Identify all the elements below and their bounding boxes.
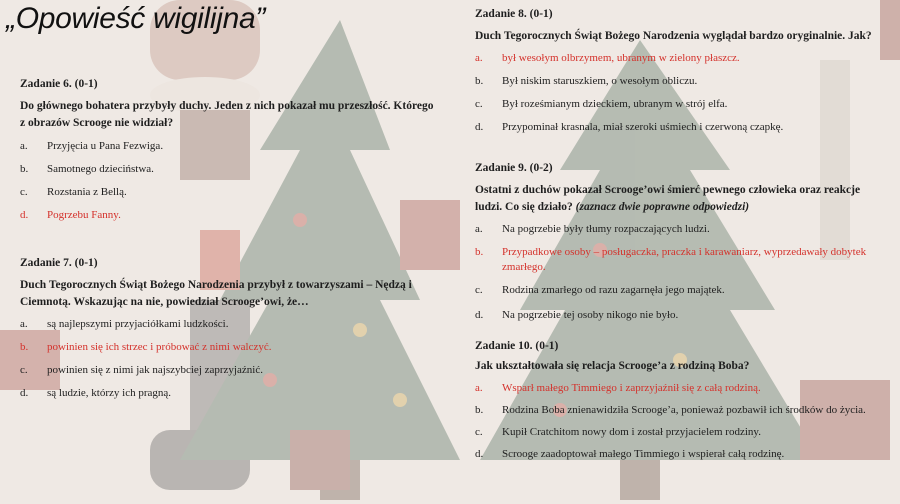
answer-letter: a. xyxy=(475,223,483,235)
answer-letter: a. xyxy=(475,52,483,64)
task-question: Duch Tegorocznych Świąt Bożego Narodzenia wyglądał bardzo oryginalnie. Jak? xyxy=(475,30,872,42)
answer-text: Na pogrzebie tej osoby nikogo nie było. xyxy=(502,309,679,321)
task-label: Zadanie 7. (0-1) xyxy=(20,257,98,269)
answer-list xyxy=(20,139,440,223)
answer-letter: b. xyxy=(475,246,484,258)
task-8 xyxy=(475,8,875,135)
answer-text: Pogrzebu Fanny. xyxy=(47,209,121,221)
answer-list xyxy=(20,317,440,401)
answer-letter: c. xyxy=(475,284,483,296)
answer-letter: d. xyxy=(475,309,484,321)
answer-list xyxy=(475,381,875,462)
task-question: Do głównego bohatera przybyły duchy. Jeden z nich pokazał mu przeszłość. Którego z obrazów Scrooge nie widział? xyxy=(20,100,434,129)
answer-letter: d. xyxy=(475,448,484,460)
task-10 xyxy=(475,340,875,462)
answer-text: Samotnego dzieciństwa. xyxy=(47,163,154,175)
answer-option[interactable] xyxy=(475,403,875,418)
answer-text: Rodzina Boba znienawidziła Scrooge’a, ponieważ pozbawił ich środków do życia. xyxy=(502,404,866,416)
answer-text: był wesołym olbrzymem, ubranym w zielony płaszcz. xyxy=(502,52,740,64)
answer-option[interactable] xyxy=(475,447,875,462)
task-9 xyxy=(475,162,875,323)
answer-text: Był niskim staruszkiem, o wesołym obliczu. xyxy=(502,75,698,87)
answer-text: Scrooge zaadoptował małego Timmiego i wspierał całą rodzinę. xyxy=(502,448,785,460)
answer-text: Przypadkowe osoby – posługaczka, praczka i karawaniarz, wyprzedawały dobytek zmarłego. xyxy=(502,246,867,273)
task-note: (zaznacz dwie poprawne odpowiedzi) xyxy=(575,201,750,213)
answer-text: Na pogrzebie były tłumy rozpaczających ludzi. xyxy=(502,223,710,235)
answer-option[interactable] xyxy=(475,74,875,89)
answer-option[interactable] xyxy=(20,185,440,200)
answer-option-correct[interactable] xyxy=(475,381,875,396)
answer-letter: b. xyxy=(20,163,29,175)
task-7 xyxy=(20,257,440,401)
task-6 xyxy=(20,78,440,223)
answer-letter: c. xyxy=(20,186,28,198)
answer-letter: a. xyxy=(20,318,28,330)
answer-list xyxy=(475,222,875,323)
answer-text: Rozstania z Bellą. xyxy=(47,186,127,198)
task-label: Zadanie 8. (0-1) xyxy=(475,8,553,20)
answer-text: są ludzie, którzy ich pragną. xyxy=(47,387,172,399)
answer-letter: b. xyxy=(475,404,484,416)
task-label: Zadanie 9. (0-2) xyxy=(475,162,553,174)
answer-letter: a. xyxy=(475,382,483,394)
answer-letter: d. xyxy=(20,387,29,399)
answer-letter: c. xyxy=(475,426,483,438)
answer-option[interactable] xyxy=(20,139,440,154)
answer-option[interactable] xyxy=(475,222,875,237)
answer-text: Rodzina zmarłego od razu zagarnęła jego majątek. xyxy=(502,284,725,296)
answer-text: Wsparł małego Timmiego i zaprzyjaźnił się z całą rodziną. xyxy=(502,382,761,394)
answer-option[interactable] xyxy=(20,363,440,378)
answer-text: powinien się z nimi jak najszybciej zaprzyjaźnić. xyxy=(47,364,263,376)
answer-option-correct[interactable] xyxy=(475,245,875,275)
answer-text: Kupił Cratchitom nowy dom i został przyjacielem rodziny. xyxy=(502,426,761,438)
answer-letter: a. xyxy=(20,140,28,152)
answer-text: powinien się ich strzec i próbować z nimi walczyć. xyxy=(47,341,272,353)
answer-option-correct[interactable] xyxy=(20,340,440,355)
task-label: Zadanie 6. (0-1) xyxy=(20,78,98,90)
answer-letter: c. xyxy=(20,364,28,376)
answer-option[interactable] xyxy=(475,97,875,112)
answer-option[interactable] xyxy=(475,120,875,135)
answer-list xyxy=(475,51,875,135)
task-question-text: Ostatni z duchów pokazał Scrooge’owi śmierć pewnego człowieka oraz reakcje ludzi. Co się działo? xyxy=(475,184,861,213)
answer-option-correct[interactable] xyxy=(20,208,440,223)
task-question xyxy=(475,182,875,216)
answer-option[interactable] xyxy=(475,308,875,323)
answer-option[interactable] xyxy=(20,386,440,401)
answer-text: Był roześmianym dzieckiem, ubranym w strój elfa. xyxy=(502,98,728,110)
task-question: Jak ukształtowała się relacja Scrooge’a z rodziną Boba? xyxy=(475,360,750,372)
answer-option[interactable] xyxy=(475,283,875,298)
answer-letter: b. xyxy=(20,341,29,353)
answer-letter: c. xyxy=(475,98,483,110)
task-label: Zadanie 10. (0-1) xyxy=(475,340,559,352)
answer-option[interactable] xyxy=(20,317,440,332)
answer-text: Przyjęcia u Pana Fezwiga. xyxy=(47,140,164,152)
answer-text: Przypominał krasnala, miał szeroki uśmiech i czerwoną czapkę. xyxy=(502,121,784,133)
answer-option-correct[interactable] xyxy=(475,51,875,66)
answer-option[interactable] xyxy=(475,425,875,440)
page-title: „Opowieść wigilijna” xyxy=(6,2,266,35)
answer-option[interactable] xyxy=(20,162,440,177)
task-question: Duch Tegorocznych Świąt Bożego Narodzenia przybył z towarzyszami – Nędzą i Ciemnotą. Wskazując na nie, powiedział Scrooge’owi, że… xyxy=(20,279,412,308)
answer-letter: d. xyxy=(475,121,484,133)
answer-letter: d. xyxy=(20,209,29,221)
answer-letter: b. xyxy=(475,75,484,87)
answer-text: są najlepszymi przyjaciółkami ludzkości. xyxy=(47,318,229,330)
